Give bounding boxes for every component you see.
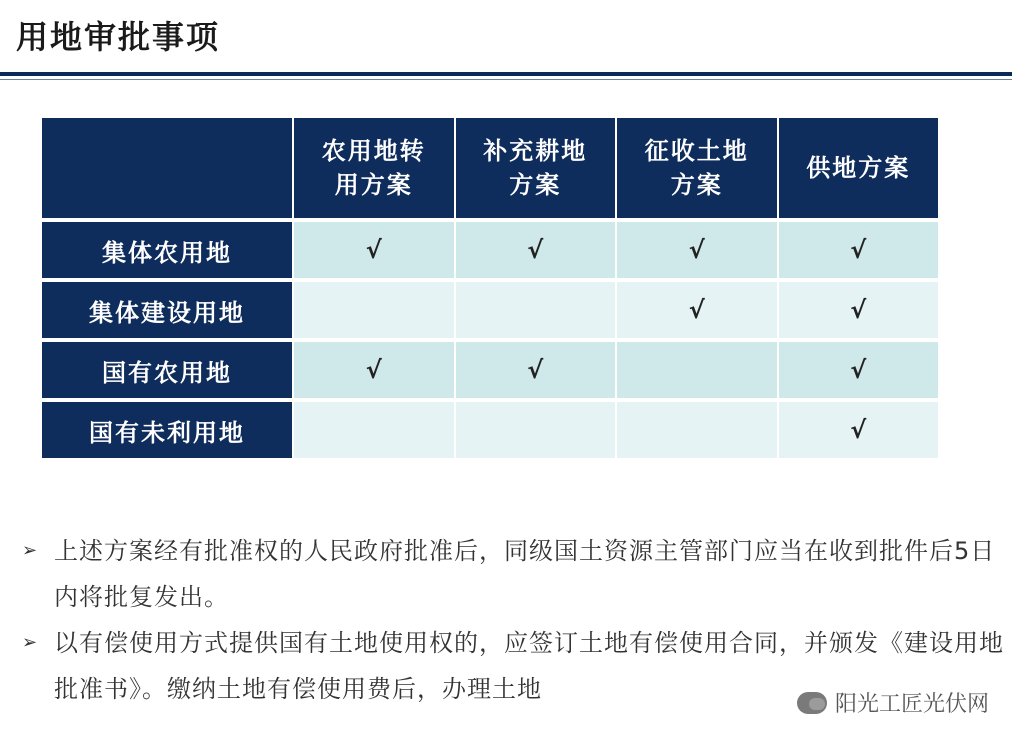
page-title: 用地审批事项	[16, 18, 221, 56]
header-text: 农用地转 用方案	[321, 137, 426, 199]
row-label: 集体建设用地	[42, 282, 292, 338]
table-row	[42, 282, 938, 338]
note-item	[22, 528, 1012, 620]
table-row	[42, 222, 938, 278]
header-text: 征收土地 方案	[644, 137, 749, 199]
watermark-text: 阳光工匠光伏网	[834, 692, 989, 717]
arrow-bullet-icon: ➢	[22, 632, 39, 653]
watermark	[793, 685, 993, 720]
table-cell: √	[779, 222, 939, 278]
row-label: 集体农用地	[42, 222, 292, 278]
table-cell	[617, 402, 777, 458]
table-cell	[294, 402, 454, 458]
table-cell: √	[617, 222, 777, 278]
row-label: 国有农用地	[42, 342, 292, 398]
approval-table	[40, 114, 940, 462]
table-cell: √	[456, 222, 616, 278]
table-row	[42, 342, 938, 398]
table-cell: √	[779, 282, 939, 338]
note-text: 以有偿使用方式提供国有土地使用权的，应签订土地有偿使用合同，并颁发《建设用地批准书》。缴纳土地有偿使用费后，办理土地	[54, 629, 1004, 703]
table-cell: √	[456, 342, 616, 398]
title-rule-thin	[0, 79, 1012, 80]
wechat-icon	[797, 692, 827, 714]
table-cell: √	[294, 342, 454, 398]
table-header-row	[42, 118, 938, 218]
table-header-corner	[42, 118, 292, 218]
table-cell: √	[617, 282, 777, 338]
table-cell: √	[779, 342, 939, 398]
note-text: 上述方案经有批准权的人民政府批准后，同级国土资源主管部门应当在收到批件后5日内将批复发出。	[54, 537, 996, 611]
table-header-cell	[456, 118, 616, 218]
table-cell	[456, 402, 616, 458]
header-text: 补充耕地 方案	[483, 137, 588, 199]
title-rule-thick	[0, 72, 1012, 76]
table-cell	[617, 342, 777, 398]
table-cell	[456, 282, 616, 338]
header-text: 供地方案	[806, 154, 911, 182]
table-row	[42, 402, 938, 458]
row-label: 国有未利用地	[42, 402, 292, 458]
arrow-bullet-icon: ➢	[22, 540, 39, 561]
table-cell: √	[294, 222, 454, 278]
table-header-cell	[779, 118, 939, 218]
table-header-cell	[617, 118, 777, 218]
table-cell	[294, 282, 454, 338]
table-cell: √	[779, 402, 939, 458]
table-header-cell	[294, 118, 454, 218]
